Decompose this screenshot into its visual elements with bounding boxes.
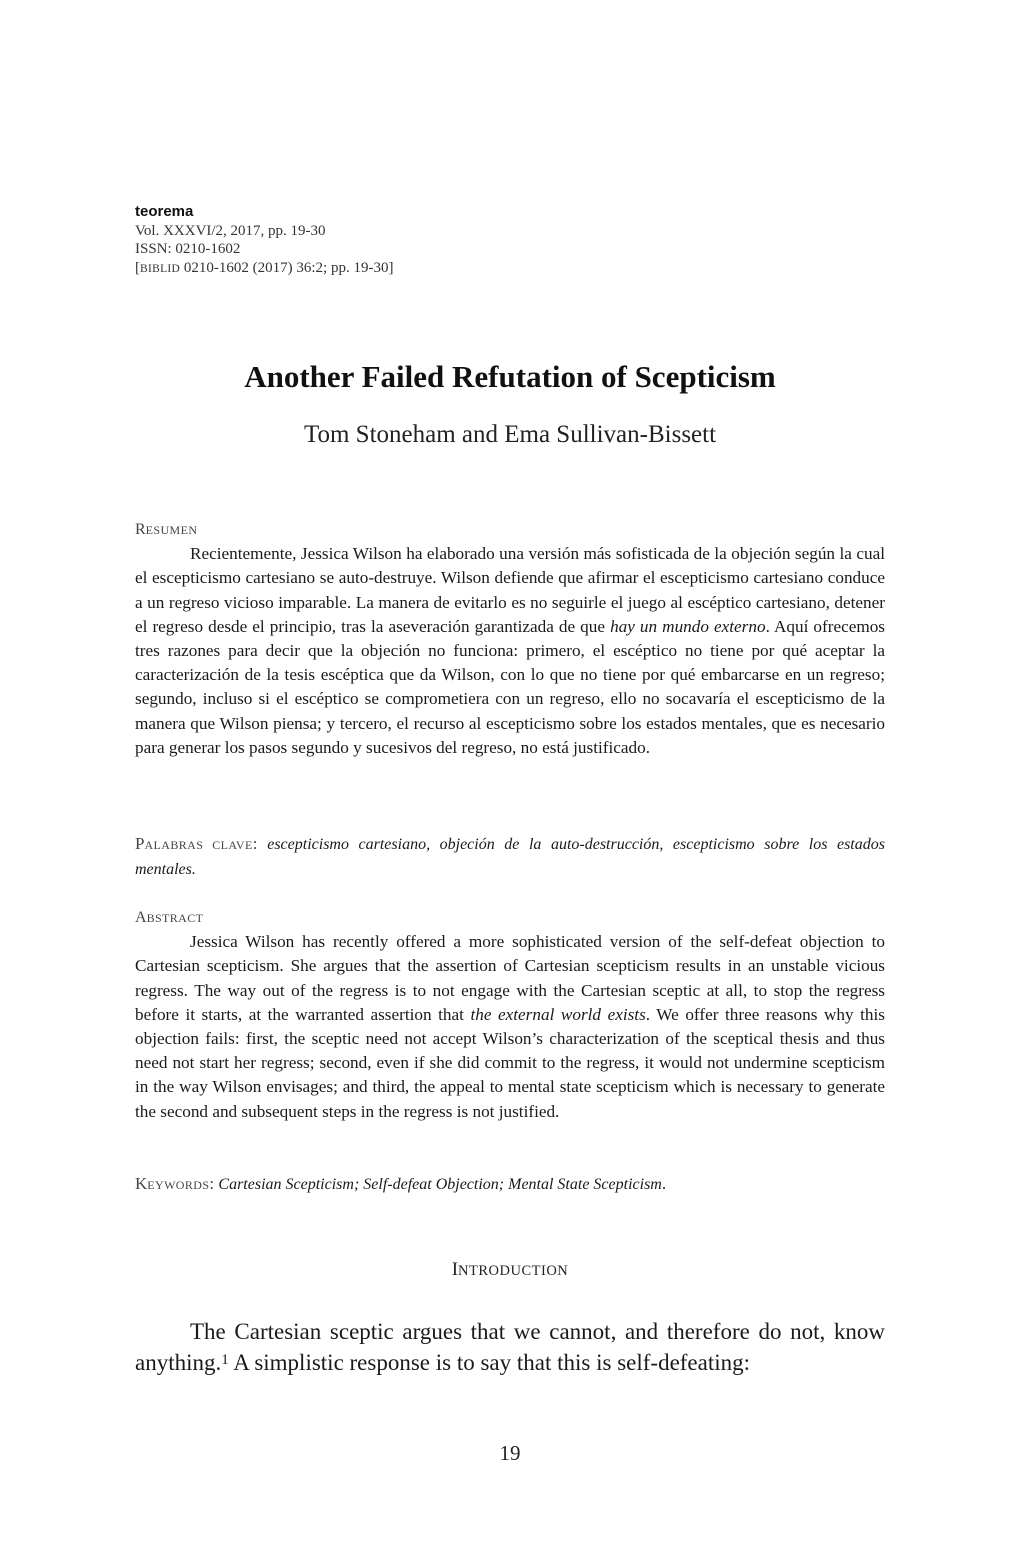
keywords-colon: : [209,1174,219,1193]
resumen-text-part1: Recientemente, Jessica Wilson ha elaborado una versión más sofisticada de la objeción según la cual el escepticismo cartesiano se auto-destruye. Wilson defiende que afirmar el escepticismo cartesiano conduce a un regreso vicioso imparable. La manera de evitarlo es no seguirle el juego al escéptico cartesiano, detener el regreso desde el principio, tras la aseveración garantizada de que [135,544,885,636]
abstract-heading-initial: A [135,909,147,926]
abstract-text-part1: Jessica Wilson has recently offered a more sophisticated version of the self-defeat objection to Cartesian scepticism. She argues that the assertion of Cartesian scepticism results in an unstable vicious regress. The way out of the regress is to not engage with the Cartesian sceptic at all, to stop the regress before it starts, at the warranted assertion that [135,932,885,1024]
introduction-heading-rest: NTRODUCTION [458,1263,569,1279]
keywords-initial: K [135,1174,148,1193]
biblid-label: BIBLID [140,262,181,275]
resumen-text-part2: . Aquí ofrecemos tres razones para decir que la objeción no funciona: primero, el escéptico no tiene por qué aceptar la caracterización de la tesis escéptica que da Wilson, con lo que no tiene por qué embarcarse en un regreso; segundo, incluso si el escéptico se comprometiera con un regreso, ello no socavaría el escepticismo de la manera que Wilson piensa; y tercero, el recurso al escepticismo sobre los estados mentales, que es necesario para generar los pasos segundo y sucesivos del regreso, no está justificado. [135,616,885,757]
abstract-heading-rest: BSTRACT [146,911,204,925]
footnote-reference[interactable]: 1 [221,1352,229,1368]
keywords-rest: EYWORDS [147,1178,210,1192]
resumen-text [135,542,885,760]
abstract-heading [135,906,885,930]
abstract-text-part2: . We offer three reasons why this objection fails: first, the sceptic need not accept Wilson’s characterization of the sceptical thesis and thus need not start her regress; second, even if she did commit to the regress, it would not undermine scepticism in the way Wilson envisages; and third, the appeal to mental state scepticism which is necessary to generate the second and subsequent steps in the regress is not justified. [135,1004,885,1121]
palabras-clave-terms: escepticismo cartesiano, objeción de la auto-destrucción, escepticismo sobre los estados mentales. [135,836,885,878]
resumen-heading-rest: ESUMEN [145,523,198,537]
palabras-clave-initial: P [135,834,145,853]
introduction-heading [0,1259,1020,1281]
introduction-text-part2: A simplistic response is to say that this is self-defeating: [228,1350,751,1375]
page-number: 19 [499,1441,521,1465]
biblid-bracket: [ [135,259,140,276]
resumen-text-italic: hay un mundo externo [610,616,766,636]
palabras-clave-label [135,834,267,853]
resumen-heading [135,518,885,542]
keywords-terms: Cartesian Scepticism; Self-defeat Objection; Mental State Scepticism [218,1176,662,1193]
abstract-text [135,930,885,1124]
resumen-heading-initial: R [135,521,146,538]
journal-name: teorema [135,203,194,220]
introduction-text-part1: The Cartesian sceptic argues that we cannot, and therefore do not, know anything. [135,1319,885,1375]
introduction-text [135,1316,885,1378]
abstract-text-italic: the external world exists [470,1004,646,1024]
biblid-details: 0210-1602 (2017) 36:2; pp. 19-30] [180,259,394,276]
keywords [135,1172,885,1197]
introduction-heading-initial: I [451,1259,459,1280]
abstract-section [135,906,885,1124]
article-title: Another Failed Refutation of Scepticism [244,359,776,394]
keywords-end: . [661,1174,667,1193]
palabras-clave-rest: ALABRAS CLAVE [144,838,253,852]
palabras-clave-colon: : [252,834,268,853]
article-authors: Tom Stoneham and Ema Sullivan-Bissett [303,421,717,448]
palabras-clave [135,832,885,882]
journal-biblid [135,259,393,279]
resumen-section [135,518,885,760]
journal-info [135,203,393,278]
keywords-label [135,1174,218,1193]
journal-volume: Vol. XXXVI/2, 2017, pp. 19-30 [135,222,326,239]
journal-issn: ISSN: 0210-1602 [135,241,241,257]
